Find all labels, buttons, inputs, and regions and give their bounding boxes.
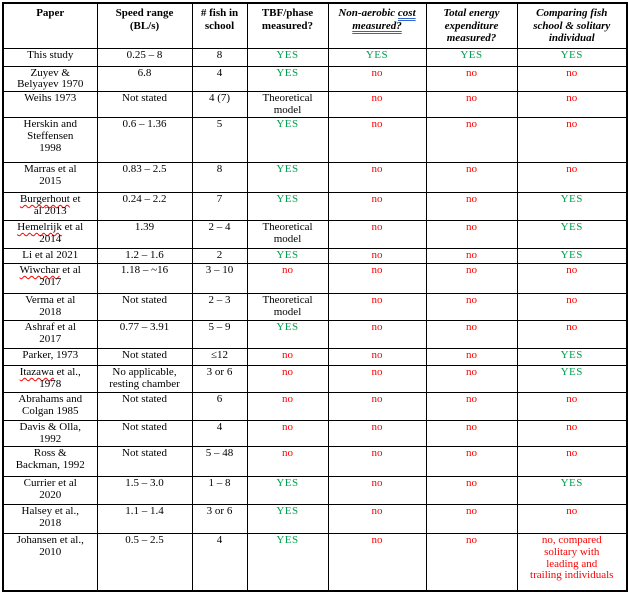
cell-speed: 0.24 – 2.2 xyxy=(97,193,192,221)
cell-paper: Zuyev & Belyayev 1970 xyxy=(3,66,97,92)
cell-tbf: no xyxy=(247,366,328,393)
cell-speed: Not stated xyxy=(97,92,192,118)
cell-tbf: YES xyxy=(247,193,328,221)
cell-paper: Davis & Olla, 1992 xyxy=(3,421,97,447)
cell-comparing: no xyxy=(517,163,627,193)
cell-fish: 3 – 10 xyxy=(192,264,247,294)
cell-paper: Itazawa et al., 1978 xyxy=(3,366,97,393)
cell-paper: Herskin and Steffensen 1998 xyxy=(3,118,97,163)
cell-tbf: no xyxy=(247,421,328,447)
table-row xyxy=(3,321,627,349)
cell-tbf: no xyxy=(247,264,328,294)
table-row xyxy=(3,366,627,393)
table-row xyxy=(3,92,627,118)
cell-fish: 2 xyxy=(192,249,247,264)
cell-paper: Hemelrijk et al 2014 xyxy=(3,221,97,249)
cell-fish: 2 – 3 xyxy=(192,294,247,321)
cell-comparing: no xyxy=(517,504,627,533)
cell-comparing: no xyxy=(517,446,627,476)
cell-non-aerobic: YES xyxy=(328,48,426,66)
cell-paper: Halsey et al., 2018 xyxy=(3,504,97,533)
cell-total-energy: no xyxy=(426,193,517,221)
cell-non-aerobic: no xyxy=(328,92,426,118)
cell-non-aerobic: no xyxy=(328,393,426,421)
column-header-fish: # fish in school xyxy=(192,3,247,48)
cell-total-energy: no xyxy=(426,264,517,294)
cell-total-energy: no xyxy=(426,221,517,249)
cell-comparing: no xyxy=(517,66,627,92)
cell-non-aerobic: no xyxy=(328,193,426,221)
table-row xyxy=(3,66,627,92)
grammar-underlined-word: cost xyxy=(397,7,416,19)
cell-speed: 1.39 xyxy=(97,221,192,249)
table-row xyxy=(3,533,627,591)
cell-total-energy: no xyxy=(426,294,517,321)
cell-non-aerobic: no xyxy=(328,421,426,447)
cell-total-energy: no xyxy=(426,446,517,476)
cell-fish: 8 xyxy=(192,163,247,193)
cell-speed: 0.83 – 2.5 xyxy=(97,163,192,193)
cell-comparing: no xyxy=(517,264,627,294)
cell-tbf: YES xyxy=(247,66,328,92)
cell-comparing: YES xyxy=(517,249,627,264)
table-row xyxy=(3,476,627,504)
cell-tbf: Theoretical model xyxy=(247,221,328,249)
cell-speed: Not stated xyxy=(97,446,192,476)
cell-fish: 7 xyxy=(192,193,247,221)
cell-comparing: no xyxy=(517,294,627,321)
cell-speed: 1.5 – 3.0 xyxy=(97,476,192,504)
cell-tbf: YES xyxy=(247,249,328,264)
cell-paper: Currier et al 2020 xyxy=(3,476,97,504)
column-header-total-energy: Total energy expenditure measured? xyxy=(426,3,517,48)
cell-paper: Marras et al 2015 xyxy=(3,163,97,193)
cell-speed: 1.1 – 1.4 xyxy=(97,504,192,533)
cell-paper: Ashraf et al 2017 xyxy=(3,321,97,349)
cell-fish: 6 xyxy=(192,393,247,421)
cell-comparing: YES xyxy=(517,193,627,221)
cell-fish: 5 – 9 xyxy=(192,321,247,349)
misspelled-word: Wiwchar xyxy=(19,264,60,276)
table-header xyxy=(3,3,627,48)
cell-comparing: no xyxy=(517,321,627,349)
comparison-table xyxy=(2,2,628,592)
cell-non-aerobic: no xyxy=(328,221,426,249)
cell-paper: Li et al 2021 xyxy=(3,249,97,264)
cell-total-energy: YES xyxy=(426,48,517,66)
cell-fish: 5 – 48 xyxy=(192,446,247,476)
header-row xyxy=(3,3,627,48)
cell-speed: Not stated xyxy=(97,294,192,321)
cell-paper: Weihs 1973 xyxy=(3,92,97,118)
cell-tbf: YES xyxy=(247,476,328,504)
cell-non-aerobic: no xyxy=(328,476,426,504)
table-row xyxy=(3,48,627,66)
cell-comparing: YES xyxy=(517,221,627,249)
misspelled-word: Burgerhout xyxy=(19,193,70,205)
cell-non-aerobic: no xyxy=(328,163,426,193)
cell-total-energy: no xyxy=(426,421,517,447)
cell-speed: 6.8 xyxy=(97,66,192,92)
cell-total-energy: no xyxy=(426,118,517,163)
cell-paper: Verma et al 2018 xyxy=(3,294,97,321)
cell-speed: 0.25 – 8 xyxy=(97,48,192,66)
table-row xyxy=(3,264,627,294)
cell-tbf: no xyxy=(247,349,328,366)
cell-speed: No applicable, resting chamber xyxy=(97,366,192,393)
cell-tbf: YES xyxy=(247,163,328,193)
cell-fish: 4 (7) xyxy=(192,92,247,118)
cell-non-aerobic: no xyxy=(328,321,426,349)
cell-tbf: Theoretical model xyxy=(247,294,328,321)
table-row xyxy=(3,504,627,533)
cell-non-aerobic: no xyxy=(328,66,426,92)
cell-speed: Not stated xyxy=(97,421,192,447)
cell-fish: 3 or 6 xyxy=(192,504,247,533)
cell-total-energy: no xyxy=(426,66,517,92)
table-row xyxy=(3,294,627,321)
cell-paper: Wiwchar et al 2017 xyxy=(3,264,97,294)
cell-fish: 3 or 6 xyxy=(192,366,247,393)
cell-non-aerobic: no xyxy=(328,504,426,533)
column-header-paper: Paper xyxy=(3,3,97,48)
cell-total-energy: no xyxy=(426,393,517,421)
column-header-speed: Speed range (BL/s) xyxy=(97,3,192,48)
cell-speed: 1.2 – 1.6 xyxy=(97,249,192,264)
cell-non-aerobic: no xyxy=(328,349,426,366)
cell-tbf: YES xyxy=(247,48,328,66)
cell-paper: Johansen et al., 2010 xyxy=(3,533,97,591)
cell-tbf: YES xyxy=(247,504,328,533)
table-row xyxy=(3,421,627,447)
cell-tbf: YES xyxy=(247,118,328,163)
cell-fish: 4 xyxy=(192,66,247,92)
cell-non-aerobic: no xyxy=(328,249,426,264)
cell-paper: Ross & Backman, 1992 xyxy=(3,446,97,476)
cell-speed: 0.5 – 2.5 xyxy=(97,533,192,591)
cell-comparing: YES xyxy=(517,349,627,366)
cell-comparing: YES xyxy=(517,476,627,504)
cell-fish: 2 – 4 xyxy=(192,221,247,249)
column-header-comparing: Comparing fish school & solitary individual xyxy=(517,3,627,48)
cell-fish: 4 xyxy=(192,533,247,591)
cell-paper: Burgerhout et al 2013 xyxy=(3,193,97,221)
misspelled-word: Itazawa xyxy=(19,366,54,378)
cell-non-aerobic: no xyxy=(328,264,426,294)
cell-speed: 0.77 – 3.91 xyxy=(97,321,192,349)
cell-comparing: YES xyxy=(517,48,627,66)
table-row xyxy=(3,446,627,476)
cell-tbf: YES xyxy=(247,533,328,591)
cell-paper: Parker, 1973 xyxy=(3,349,97,366)
column-header-non-aerobic: Non-aerobic cost measured? xyxy=(328,3,426,48)
cell-tbf: Theoretical model xyxy=(247,92,328,118)
table-row xyxy=(3,249,627,264)
cell-comparing: no xyxy=(517,421,627,447)
cell-fish: 1 – 8 xyxy=(192,476,247,504)
cell-total-energy: no xyxy=(426,533,517,591)
table-row xyxy=(3,193,627,221)
table-row xyxy=(3,349,627,366)
cell-total-energy: no xyxy=(426,321,517,349)
grammar-underlined-word: measured? xyxy=(352,19,402,32)
cell-paper: Abrahams and Colgan 1985 xyxy=(3,393,97,421)
cell-total-energy: no xyxy=(426,92,517,118)
table-row xyxy=(3,118,627,163)
cell-total-energy: no xyxy=(426,163,517,193)
cell-total-energy: no xyxy=(426,476,517,504)
cell-total-energy: no xyxy=(426,504,517,533)
table-row xyxy=(3,221,627,249)
cell-comparing: no xyxy=(517,393,627,421)
cell-total-energy: no xyxy=(426,249,517,264)
cell-speed: 0.6 – 1.36 xyxy=(97,118,192,163)
cell-tbf: YES xyxy=(247,321,328,349)
cell-fish: ≤12 xyxy=(192,349,247,366)
table-body xyxy=(3,48,627,591)
cell-comparing: no xyxy=(517,118,627,163)
cell-speed: Not stated xyxy=(97,393,192,421)
table-row xyxy=(3,163,627,193)
cell-non-aerobic: no xyxy=(328,446,426,476)
table-row xyxy=(3,393,627,421)
cell-tbf: no xyxy=(247,393,328,421)
cell-comparing: no, compared solitary with leading and trailing individuals xyxy=(517,533,627,591)
cell-non-aerobic: no xyxy=(328,533,426,591)
misspelled-word: Hemelrijk xyxy=(17,221,62,233)
cell-paper: This study xyxy=(3,48,97,66)
cell-tbf: no xyxy=(247,446,328,476)
cell-comparing: YES xyxy=(517,366,627,393)
cell-comparing: no xyxy=(517,92,627,118)
cell-speed: Not stated xyxy=(97,349,192,366)
cell-total-energy: no xyxy=(426,349,517,366)
cell-fish: 8 xyxy=(192,48,247,66)
cell-non-aerobic: no xyxy=(328,366,426,393)
cell-speed: 1.18 – ~16 xyxy=(97,264,192,294)
cell-non-aerobic: no xyxy=(328,118,426,163)
cell-total-energy: no xyxy=(426,366,517,393)
cell-fish: 4 xyxy=(192,421,247,447)
cell-fish: 5 xyxy=(192,118,247,163)
cell-non-aerobic: no xyxy=(328,294,426,321)
column-header-tbf: TBF/phase measured? xyxy=(247,3,328,48)
